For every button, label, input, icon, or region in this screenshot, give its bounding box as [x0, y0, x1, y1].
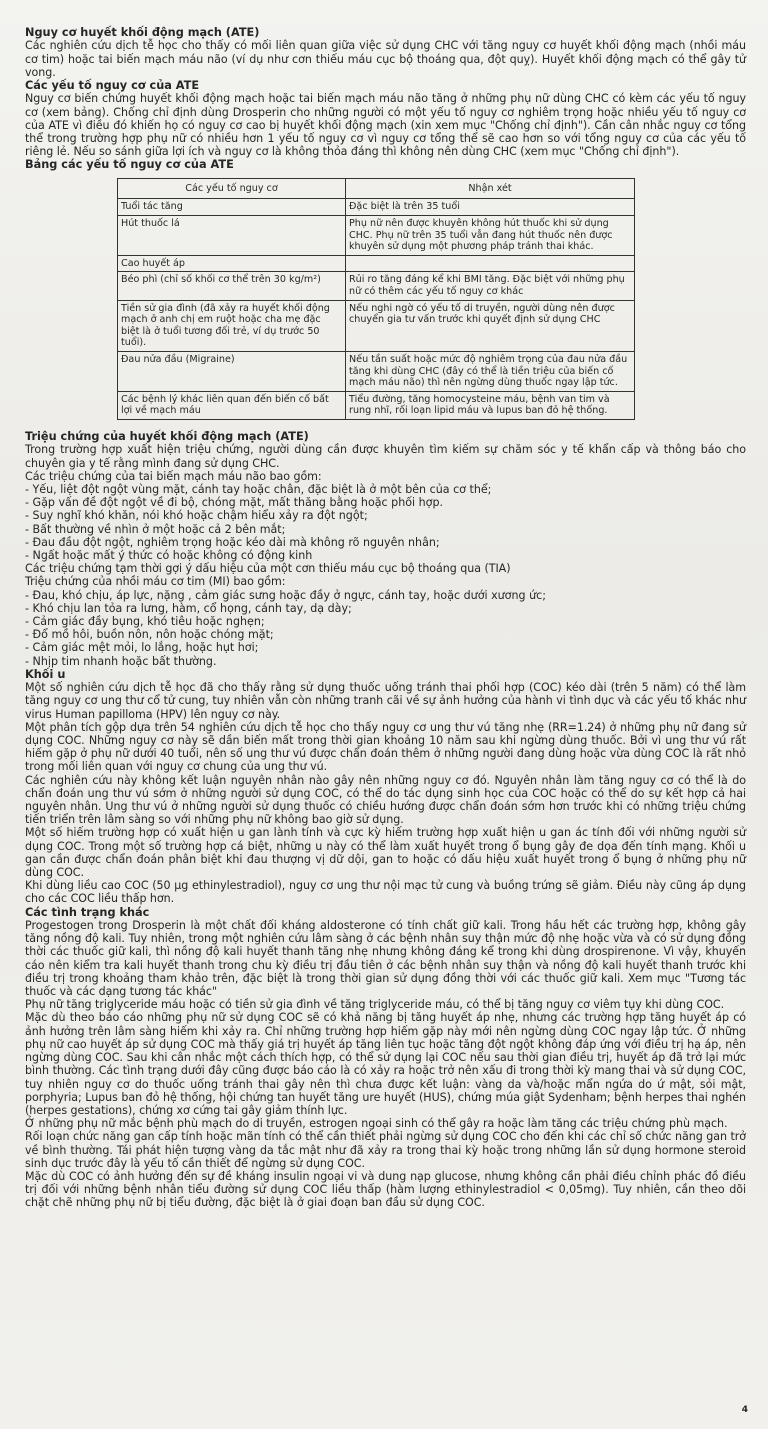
mi-symptoms-title: Triệu chứng của nhồi máu cơ tim (MI) bao gồm: — [25, 575, 286, 589]
other-conditions-heading: Các tình trạng khác — [25, 905, 150, 919]
list-item: - Suy nghĩ khó khăn, nói khó hoặc chậm hiểu xảy ra đột ngột; — [25, 509, 368, 523]
list-item: - Ngất hoặc mất ý thức có hoặc không có động kinh — [25, 548, 313, 562]
risk-factor-cell: Béo phì (chỉ số khối cơ thể trên 30 kg/m²) — [118, 272, 346, 300]
risk-table-title: Bảng các yếu tố nguy cơ của ATE — [25, 158, 234, 172]
risk-comment-cell: Đặc biệt là trên 35 tuổi — [346, 199, 635, 216]
other-paragraph: Mặc dù COC có ảnh hưởng đến sự đề kháng insulin ngoại vi và dung nạp glucose, nhưng không cần phải điều chỉnh phác đồ điều trị đối với những bệnh nhân tiểu đường sử dụng COC liều thấp (hàm lượng ethinylestradiol < 0,05mg). Tuy nhiên, cần theo dõi chặt chẽ những phụ nữ bị tiểu đường, đặc biệt là ở giai đoạn ban đầu sử dụng COC. — [25, 1169, 746, 1210]
risk-comment-cell: Nếu tần suất hoặc mức độ nghiêm trọng của đau nửa đầu tăng khi dùng CHC (đây có thể là tiền triệu của biến cố mạch máu não) thì nên ngừng dùng thuốc ngay lập tức. — [346, 351, 635, 391]
mi-symptoms-list — [25, 589, 746, 668]
risk-factor-cell: Tiền sử gia đình (đã xảy ra huyết khối động mạch ở anh chị em ruột hoặc cha mẹ đặc biệt là ở tuổi tương đối trẻ, ví dụ trước 50 tuổi). — [118, 300, 346, 351]
tumors-paragraph: Khi dùng liều cao COC (50 µg ethinylestradiol), nguy cơ ung thư nội mạc tử cung và buồng trứng sẽ giảm. Điều này cũng áp dụng cho các COC liều thấp hơn. — [25, 879, 746, 906]
list-item: - Yếu, liệt đột ngột vùng mặt, cánh tay hoặc chân, đặc biệt là ở một bên của cơ thể; — [25, 482, 492, 496]
risk-comment-cell: Nếu nghi ngờ có yếu tố di truyền, người dùng nên được chuyển gia tư vấn trước khi quyết định sử dụng CHC — [346, 300, 635, 351]
table-row — [118, 199, 635, 216]
risk-factor-cell: Cao huyết áp — [118, 255, 346, 272]
list-item: - Cảm giác đầy bụng, khó tiêu hoặc nghẹn; — [25, 614, 265, 628]
list-item: - Đổ mồ hôi, buồn nôn, nôn hoặc chóng mặt; — [25, 628, 274, 642]
table-header-comment: Nhận xét — [346, 178, 635, 199]
risk-factor-cell: Hút thuốc lá — [118, 216, 346, 256]
other-paragraph: Phụ nữ tăng triglyceride máu hoặc có tiền sử gia đình về tăng triglyceride máu, có thể bị tăng nguy cơ viêm tụy khi dùng COC. — [25, 998, 725, 1012]
tumors-paragraph: Một số nghiên cứu dịch tễ học đã cho thấy rằng sử dụng thuốc uống tránh thai phối hợp (COC) kéo dài (trên 5 năm) có thể làm tăng nguy cơ ung thư cổ tử cung, tuy nhiên vẫn còn những tranh cãi về sự ảnh hưởng của hành vi tình dục và các yếu tố khác như virus Human papilloma (HPV) lên nguy cơ này. — [25, 681, 746, 721]
table-header-row — [118, 178, 635, 199]
tumors-paragraph: Một số hiếm trường hợp có xuất hiện u gan lành tính và cực kỳ hiếm trường hợp xuất hiện u gan ác tính đối với những người sử dụng COC. Trong một số trường hợp cá biệt, những u này có thể làm xuất huyết trong ổ bụng gây đe dọa đến tính mạng. Khối u gan cần được chẩn đoán phân biệt khi đau thượng vị dữ dội, gan to hoặc có dấu hiệu xuất huyết trong ổ bụng ở những phụ nữ dùng COC. — [25, 826, 746, 880]
risk-comment-cell: Tiểu đường, tăng homocysteine máu, bệnh van tim và rung nhĩ, rối loạn lipid máu và lupus ban đỏ hệ thống. — [346, 391, 635, 419]
other-paragraph: Rối loạn chức năng gan cấp tính hoặc mãn tính có thể cần thiết phải ngừng sử dụng COC cho đến khi các chỉ số chức năng gan trở về bình thường. Tái phát hiện tượng vàng da tắc mật như đã xảy ra trong thai kỳ hoặc trong những lần sử dụng hormone steroid sinh dục trước đây là yếu tố cần thiết để ngừng sử dụng COC. — [25, 1130, 746, 1170]
tumors-heading: Khối u — [25, 667, 66, 681]
other-paragraph: Ở những phụ nữ mắc bệnh phù mạch do di truyền, estrogen ngoại sinh có thể gây ra hoặc làm tăng các triệu chứng phù mạch. — [25, 1117, 728, 1131]
list-item: - Bất thường về nhìn ở một hoặc cả 2 bên mắt; — [25, 522, 286, 536]
table-row — [118, 391, 635, 419]
list-item: - Khó chịu lan tỏa ra lưng, hàm, cổ họng, cánh tay, dạ dày; — [25, 601, 352, 615]
list-item: - Cảm giác mệt mỏi, lo lắng, hoặc hụt hơi; — [25, 641, 259, 655]
risk-factor-cell: Các bệnh lý khác liên quan đến biến cố bất lợi về mạch máu — [118, 391, 346, 419]
tia-text: Các triệu chứng tạm thời gợi ý dấu hiệu của một cơn thiếu máu cục bộ thoáng qua (TIA) — [25, 562, 511, 576]
symptoms-heading: Triệu chứng của huyết khối động mạch (ATE) — [25, 429, 309, 443]
table-row — [118, 255, 635, 272]
risk-factors-table — [117, 178, 635, 420]
list-item: - Đau đầu đột ngột, nghiêm trọng hoặc kéo dài mà không rõ nguyên nhân; — [25, 535, 440, 549]
table-row — [118, 351, 635, 391]
risk-comment-cell — [346, 255, 635, 272]
tumors-paragraph: Các nghiên cứu này không kết luận nguyên nhân nào gây nên những nguy cơ đó. Nguyên nhân làm tăng nguy cơ có thể là do chẩn đoán ung thư vú sớm ở những người sử dụng COC, có thể do tác dụng sinh học của COC hoặc có thể do sự kết hợp cả hai nguyên nhân. Ung thư vú ở những người sử dụng thuốc có chiều hướng được chẩn đoán sớm hơn trước khi có những triệu chứng tiến triển trên lâm sàng so với những phụ nữ không bao giờ sử dụng. — [25, 773, 746, 827]
table-header-factor: Các yếu tố nguy cơ — [118, 178, 346, 199]
risk-factors-text: Nguy cơ biến chứng huyết khối động mạch hoặc tai biến mạch máu não tăng ở những phụ nữ dùng CHC có kèm các yếu tố nguy cơ (xem bảng). Chống chỉ định dùng Drosperin cho những người có một yếu tố nguy cơ nghiêm trọng hoặc nhiều yếu tố nguy cơ của ATE vì điều đó khiến họ có nguy cơ cao bị huyết khối động mạch (xin xem mục "Chống chỉ định"). Cần cân nhắc nguy cơ tổng thể trong trường hợp phụ nữ có nhiều hơn 1 yếu tố nguy cơ vì nguy cơ tổng thể sẽ cao hơn so với tổng nguy cơ của các yếu tố riêng lẻ. Nếu so sánh giữa lợi ích và nguy cơ là không thỏa đáng thì không nên dùng CHC (xem mục "Chống chỉ định"). — [25, 92, 746, 159]
list-item: - Đau, khó chịu, áp lực, nặng , cảm giác sưng hoặc đầy ở ngực, cánh tay, hoặc dưới xương ức; — [25, 588, 546, 602]
stroke-symptoms-list — [25, 483, 746, 562]
ate-intro: Các nghiên cứu dịch tễ học cho thấy có mối liên quan giữa việc sử dụng CHC với tăng nguy cơ huyết khối động mạch (nhồi máu cơ tim) hoặc tai biến mạch máu não (ví dụ như cơn thiếu máu cục bộ thoáng qua, đột quỵ). Huyết khối động mạch có thể gây tử vong. — [25, 39, 746, 79]
risk-factors-heading: Các yếu tố nguy cơ của ATE — [25, 79, 200, 93]
other-paragraph: Mặc dù theo báo cáo những phụ nữ sử dụng COC sẽ có khả năng bị tăng huyết áp nhẹ, nhưng các trường hợp tăng huyết áp có ảnh hưởng trên lâm sàng hiếm khi xảy ra. Chỉ những trường hợp hiếm gặp này mới nên ngừng dùng COC ngay lập tức. Ở những phụ nữ cao huyết áp sử dụng COC mà thấy giá trị huyết áp tăng liên tục hoặc tăng đột ngột không đáp ứng với điều trị hạ áp, nên ngừng dùng COC. Sau khi cân nhắc một cách thích hợp, có thể sử dụng lại COC nếu sau thời gian điều trị, huyết áp đã trở lại mức bình thường. Các tình trạng dưới đây cũng được báo cáo là có xảy ra hoặc trở nên xấu đi trong thời kỳ mang thai và sử dụng COC, tuy nhiên nguy cơ do thuốc uống tránh thai gây nên thì chưa được kết luận: vàng da và/hoặc mẩn ngứa do ứ mật, sỏi mật, porphyria; Lupus ban đỏ hệ thống, hội chứng tan huyết tăng ure huyết (HUS), chứng múa giật Sydenham; bệnh herpes thai nghén (herpes gestations), chứng xơ cứng tai gây giảm thính lực. — [25, 1011, 746, 1117]
table-row — [118, 300, 635, 351]
list-item: - Gặp vấn đề đột ngột về đi bộ, chóng mặt, mất thăng bằng hoặc phối hợp. — [25, 496, 444, 510]
risk-comment-cell: Phụ nữ nên được khuyên không hút thuốc khi sử dụng CHC. Phụ nữ trên 35 tuổi vẫn đang hút thuốc nên được khuyên sử dụng một phương pháp tránh thai khác. — [346, 216, 635, 256]
table-row — [118, 216, 635, 256]
risk-comment-cell: Rủi ro tăng đáng kể khi BMI tăng. Đặc biệt với những phụ nữ có thêm các yếu tố nguy cơ khác — [346, 272, 635, 300]
stroke-symptoms-title: Các triệu chứng của tai biến mạch máu não bao gồm: — [25, 469, 322, 483]
risk-factor-cell: Tuổi tác tăng — [118, 199, 346, 216]
table-row — [118, 272, 635, 300]
risk-factor-cell: Đau nửa đầu (Migraine) — [118, 351, 346, 391]
list-item: - Nhịp tim nhanh hoặc bất thường. — [25, 654, 217, 668]
symptoms-intro: Trong trường hợp xuất hiện triệu chứng, người dùng cần được khuyên tìm kiếm sự chăm sóc y tế khẩn cấp và thông báo cho chuyên gia y tế rằng mình đang sử dụng CHC. — [25, 443, 746, 470]
other-paragraph: Progestogen trong Drosperin là một chất đối kháng aldosterone có tính chất giữ kali. Trong hầu hết các trường hợp, không gây tăng nồng độ kali. Tuy nhiên, trong một nghiên cứu lâm sàng ở các bệnh nhân suy thận mức độ nhẹ hoặc vừa và có sử dụng đồng thời các thuốc giữ kali, thì nồng độ kali huyết thanh tăng nhẹ nhưng không đáng kể trong khi dùng drospirenone. Vì vậy, khuyến cáo nên kiểm tra kali huyết thanh trong chu kỳ điều trị đầu tiên ở các bệnh nhân suy thận và nồng độ kali huyết thanh trước khi điều trị trong khoảng tham khảo trên, đặc biệt là trong thời gian sử dụng đồng thời với các thuốc giữ kali. Xem mục "Tương tác thuốc và các dạng tương tác khác" — [25, 919, 746, 999]
ate-heading: Nguy cơ huyết khối động mạch (ATE) — [25, 26, 260, 39]
tumors-paragraph: Một phân tích gộp dựa trên 54 nghiên cứu dịch tễ học cho thấy nguy cơ ung thư vú tăng nhẹ (RR=1.24) ở những phụ nữ đang sử dụng COC. Những nguy cơ này sẽ dần biến mất trong thời gian khoảng 10 năm sau khi ngừng dùng thuốc. Bởi vì ung thư vú rất hiếm gặp ở phụ nữ dưới 40 tuổi, nên số ung thư vú được chẩn đoán thêm ở những người đang dùng hoặc vừa dùng COC là rất nhỏ trong mối liên quan với nguy cơ chung của ung thư vú. — [25, 720, 746, 774]
page-number: 4 — [741, 1405, 748, 1415]
